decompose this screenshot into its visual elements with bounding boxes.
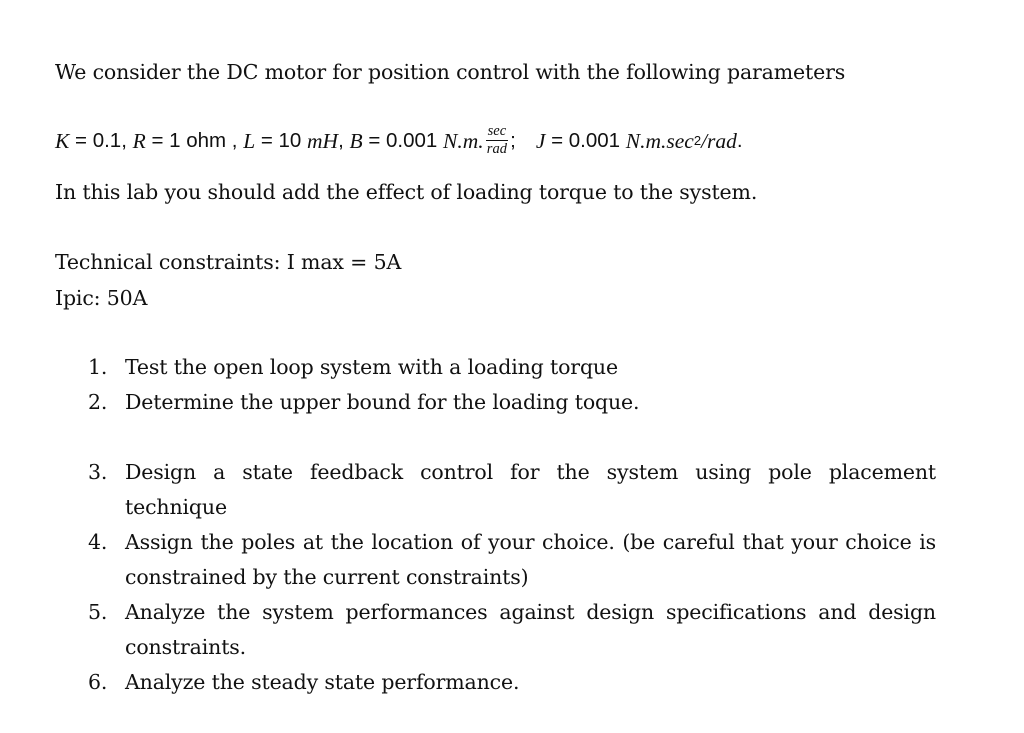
list-item	[88, 665, 936, 700]
list-number: 6.	[88, 670, 108, 694]
list-item	[88, 455, 936, 525]
l-value: = 10	[255, 129, 308, 152]
task-list-2	[88, 455, 936, 700]
b-value: = 0.001	[362, 129, 443, 152]
k-symbol: K	[55, 128, 70, 153]
j-symbol: J	[535, 128, 546, 153]
semicolon: ;	[510, 129, 516, 152]
comma: ,	[338, 129, 350, 152]
list-text: Assign the poles at the location of your choice. (be careful that your choice is constrained by the current constraints)	[125, 530, 936, 589]
period: .	[736, 129, 743, 152]
list-item	[88, 350, 936, 385]
fraction-numerator: sec	[487, 122, 507, 139]
list-number: 1.	[88, 355, 108, 379]
list-number: 4.	[88, 530, 108, 554]
fraction-denominator: rad	[486, 140, 507, 157]
list-item	[88, 525, 936, 595]
b-symbol: B	[349, 128, 363, 153]
list-item	[88, 595, 936, 665]
task-list-1	[88, 350, 936, 420]
j-value: = 0.001	[545, 129, 626, 152]
intro-text: We consider the DC motor for position control with the following parameters	[55, 60, 846, 84]
b-unit: N.m.	[443, 128, 484, 153]
list-text: Determine the upper bound for the loading toque.	[125, 390, 640, 414]
loading-torque-text: In this lab you should add the effect of loading torque to the system.	[55, 180, 758, 204]
list-number: 3.	[88, 460, 108, 484]
list-text: Design a state feedback control for the system using pole placement technique	[125, 460, 936, 519]
parameters-equation: K = 0.1, R = 1 ohm , L = 10 mH , B = 0.001 N.m. $\frac{\sec}{\text{rad}}$ ; J = 0.001 N.m.sec 2 /rad .	[55, 122, 743, 157]
list-item	[88, 385, 936, 420]
r-symbol: R	[132, 128, 146, 153]
sec-per-rad-fraction	[486, 124, 509, 157]
l-unit: mH	[307, 128, 339, 153]
j-unit: N.m.sec	[625, 128, 694, 153]
list-text: Analyze the steady state performance.	[125, 670, 520, 694]
list-text: Analyze the system performances against design specifications and design constraints.	[125, 600, 936, 659]
technical-constraints: Technical constraints: I max = 5A	[55, 250, 402, 274]
j-unit-tail: /rad	[701, 128, 737, 153]
list-number: 5.	[88, 600, 108, 624]
r-value: = 1 ohm ,	[145, 129, 244, 152]
list-text: Test the open loop system with a loading torque	[125, 355, 618, 379]
l-symbol: L	[243, 128, 256, 153]
list-number: 2.	[88, 390, 108, 414]
k-value: = 0.1,	[69, 129, 133, 152]
ipic-constraint: Ipic: 50A	[55, 286, 148, 310]
